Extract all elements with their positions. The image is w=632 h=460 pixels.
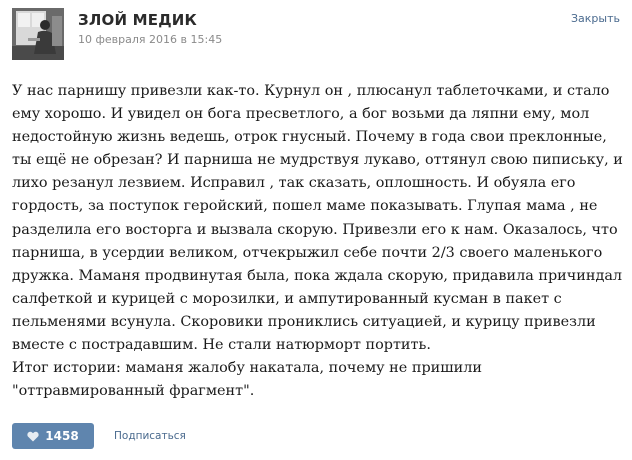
post-text-line: У нас парнишу привезли как-то. Курнул он , плюсанул таблеточками, и стало (12, 83, 610, 99)
post-text-line: лихо резанул лезвием. Исправил , так сказать, оплошность. И обуяла его (12, 175, 576, 192)
avatar-image-icon (12, 8, 64, 60)
post-text-line: "оттравмированный фрагмент". (12, 383, 255, 400)
like-button[interactable] (12, 423, 94, 449)
post-text-line: парниша, в усердии великом, отчекрыжил себе почти 2/3 своего маленького (12, 244, 603, 261)
close-button[interactable]: Закрыть (571, 12, 620, 25)
post-text-line: ты ещё не обрезан? И парниша не мудрствуя лукаво, оттянул свою пипиську, и (12, 152, 623, 169)
post-date[interactable]: 10 февраля 2016 в 15:45 (78, 33, 223, 46)
author-name[interactable]: ЗЛОЙ МЕДИК (78, 11, 197, 29)
post-text-line: Итог истории: маманя жалобу накатала, почему не пришили (12, 360, 482, 377)
post-text-line: разделила его восторга и вызвала скорую. Привезли его к нам. Оказалось, что (12, 221, 618, 238)
post-text-line: дружка. Маманя продвинутая была, пока ждала скорую, придавила причиндал (12, 267, 623, 284)
post-text-line: салфеткой и курицей с морозилки, и ампутированный кусман в пакет с (12, 290, 562, 307)
post-text-line: пельменями всунула. Скоровики прониклись ситуацией, и курицу привезли (12, 313, 596, 330)
post-text (12, 80, 623, 403)
like-count: 1458 (45, 429, 79, 443)
heart-icon (27, 431, 39, 442)
post-text-line: гордость, за поступок геройский, пошел маме показывать. Глупая мама , не (12, 198, 598, 215)
avatar[interactable] (12, 8, 64, 60)
subscribe-button[interactable]: Подписаться (114, 430, 186, 442)
post-text-line: вместе с пострадавшим. Не стали натюрморт портить. (12, 337, 431, 354)
post-text-line: недостойную жизнь ведешь, отрок гнусный. Почему в года свои преклонные, (12, 129, 607, 146)
post-text-line: ему хорошо. И увидел он бога пресветлого, а бог возьми да ляпни ему, мол (12, 106, 590, 123)
